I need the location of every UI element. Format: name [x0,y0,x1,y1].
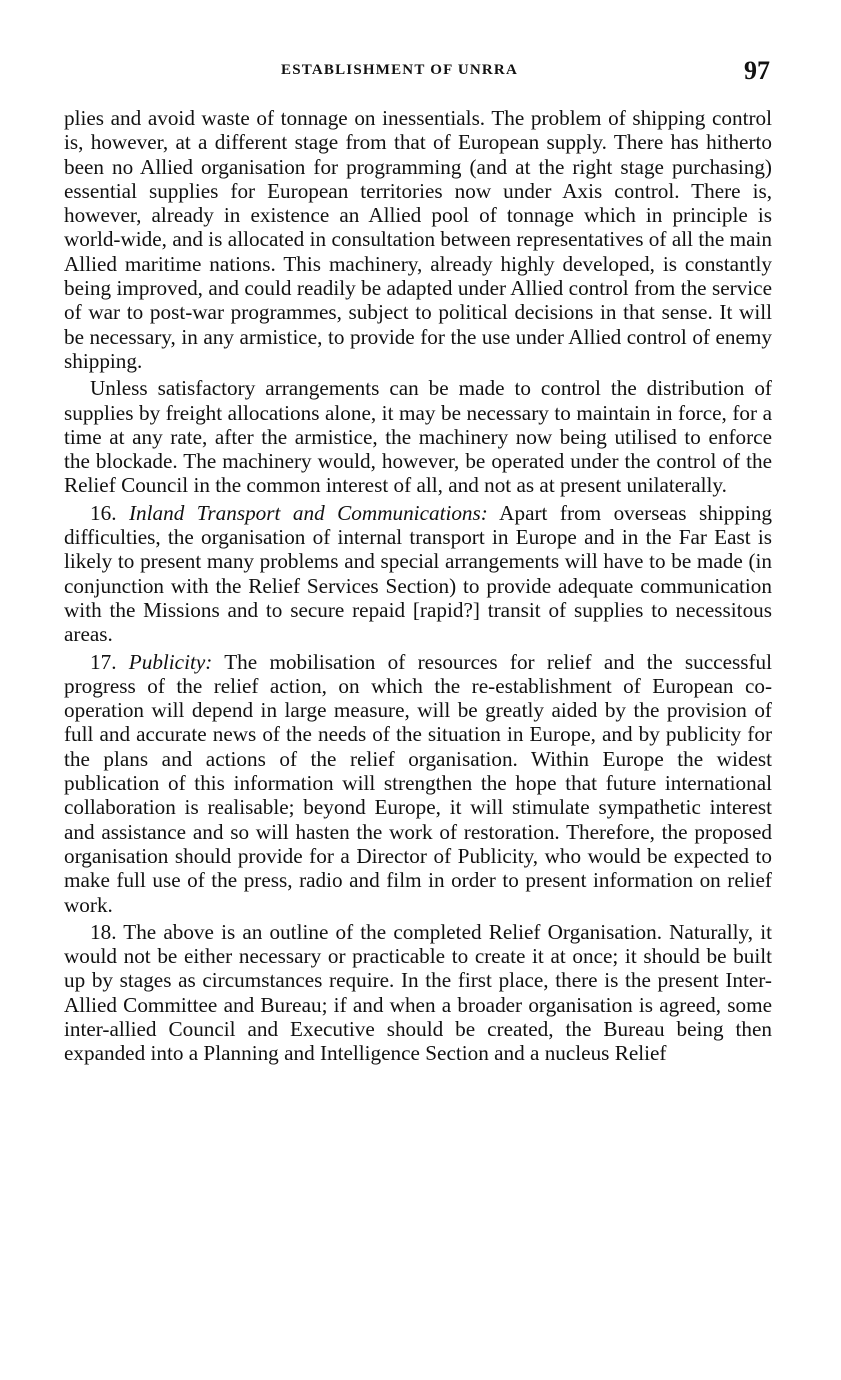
body-text [64,106,772,1066]
paragraph-distribution-control [64,376,772,497]
paragraph-17-publicity [64,650,772,917]
paragraph-text: Apart from overseas shipping difficulties, the organisation of internal transport in Europe and in the Far East is likely to present many problems and special arrangements will have to be made (in conjunction with the Relief Services Section) to provide adequate communication with the Missions and to secure repaid [rapid?] transit of supplies to necessitous areas. [64,500,773,647]
paragraph-heading: Publicity: [128,649,213,674]
paragraph-text: plies and avoid waste of tonnage on inessentials. The problem of shipping control is, however, at a different stage from that of European supply. There has hitherto been no Allied organisation for programming (and at the right stage purchasing) essential supplies for European territories now under Axis control. There is, however, already in existence an Allied pool of tonnage which in principle is world-wide, and is allocated in consultation between representatives of all the main Allied maritime nations. This machinery, already highly developed, is constantly being improved, and could readily be adapted under Allied control from the service of war to post-war programmes, subject to political decisions in that sense. It will be necessary, in any armistice, to provide for the use under Allied control of enemy shipping. [64,106,772,373]
paragraph-heading: Inland Transport and Communications: [128,500,488,525]
running-title: ESTABLISHMENT OF UNRRA [281,62,518,78]
paragraph-continuation [64,106,772,373]
paragraph-number: 18. [90,919,117,944]
page-number: 97 [744,56,770,85]
paragraph-text: Unless satisfactory arrangements can be made to control the distribution of supplies by freight allocations alone, it may be necessary to maintain in force, for a time at any rate, after the armistice, the machinery now being utilised to enforce the blockade. The machinery would, however, be operated under the control of the Relief Council in the common interest of all, and not as at present unilaterally. [64,376,772,498]
paragraph-16-inland-transport [64,501,772,647]
paragraph-18-outline [64,920,772,1066]
paragraph-number: 16. [90,500,117,525]
running-head [0,56,841,90]
paragraph-number: 17. [90,649,117,674]
paragraph-text: The mobilisation of resources for relief and the successful progress of the relief action, on which the re-establishment of European co-operation will depend in large measure, will be greatly aided by the provision of full and accurate news of the needs of the situation in Europe, and by publicity for the plans and actions of the relief organisation. Within Europe the widest publication of this information will strengthen the hope that future international collaboration is realisable; beyond Europe, it will stimulate sympathetic interest and assistance and so will hasten the work of restoration. Therefore, the proposed organisation should provide for a Director of Publicity, who would be expected to make full use of the press, radio and film in order to present information on relief work. [64,649,773,917]
paragraph-text: The above is an outline of the completed Relief Organisation. Naturally, it would not be either necessary or practicable to create it at once; it should be built up by stages as circumstances require. In the first place, there is the present Inter-Allied Committee and Bureau; if and when a broader organisation is agreed, some inter-allied Council and Executive should be created, the Bureau being then expanded into a Planning and Intelligence Section and a nucleus Relief [64,919,772,1066]
